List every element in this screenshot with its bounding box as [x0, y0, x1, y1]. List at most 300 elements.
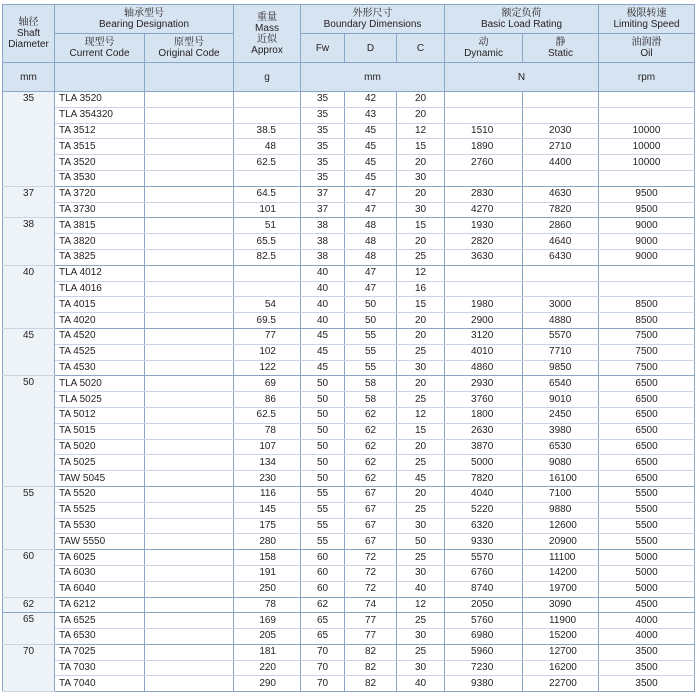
table-row — [3, 328, 695, 344]
mass-cell: 64.5 — [234, 186, 301, 202]
c-cell: 40 — [397, 676, 445, 692]
approx-header-en: Approx — [251, 44, 283, 56]
static-load-cell: 11100 — [523, 550, 599, 566]
mass-cell: 77 — [234, 328, 301, 344]
c-cell: 40 — [397, 581, 445, 597]
current-header-en: Current Code — [69, 48, 130, 59]
table-row — [3, 581, 695, 597]
oil-speed-cell: 7500 — [599, 328, 695, 344]
current-code-cell: TA 5015 — [55, 423, 145, 439]
table-row — [3, 249, 695, 265]
fw-cell: 70 — [301, 676, 345, 692]
current-code-cell: TA 5020 — [55, 439, 145, 455]
mass-cell: 205 — [234, 629, 301, 645]
d-cell: 77 — [345, 629, 397, 645]
original-code-cell — [145, 202, 234, 218]
table-row — [3, 660, 695, 676]
oil-speed-cell: 4500 — [599, 597, 695, 613]
current-code-cell: TA 3820 — [55, 234, 145, 250]
oil-speed-cell: 5500 — [599, 502, 695, 518]
fw-cell: 35 — [301, 107, 345, 123]
mass-cell: 78 — [234, 423, 301, 439]
fw-cell: 60 — [301, 565, 345, 581]
original-code-cell — [145, 265, 234, 281]
limiting-speed-header — [599, 5, 695, 34]
bearing-designation-header — [55, 5, 234, 34]
oil-speed-cell: 9500 — [599, 202, 695, 218]
table-row — [3, 234, 695, 250]
current-code-cell: TA 3512 — [55, 123, 145, 139]
d-cell: 67 — [345, 518, 397, 534]
static-load-cell: 15200 — [523, 629, 599, 645]
d-cell: 67 — [345, 486, 397, 502]
current-code-cell: TA 4020 — [55, 313, 145, 329]
current-code-cell: TA 6030 — [55, 565, 145, 581]
d-cell: 62 — [345, 471, 397, 487]
table-row — [3, 502, 695, 518]
static-load-cell: 9010 — [523, 392, 599, 408]
d-cell: 55 — [345, 328, 397, 344]
mass-cell: 220 — [234, 660, 301, 676]
original-code-cell — [145, 297, 234, 313]
current-code-cell: TA 5530 — [55, 518, 145, 534]
static-load-cell: 4880 — [523, 313, 599, 329]
static-load-cell — [523, 265, 599, 281]
table-row — [3, 613, 695, 629]
dynamic-load-cell — [445, 107, 523, 123]
c-cell: 20 — [397, 376, 445, 392]
current-code-cell: TA 3520 — [55, 155, 145, 171]
original-code-cell — [145, 392, 234, 408]
current-code-cell: TLA 5020 — [55, 376, 145, 392]
table-row — [3, 565, 695, 581]
c-cell: 15 — [397, 218, 445, 234]
current-code-cell: TLA 5025 — [55, 392, 145, 408]
dynamic-load-cell — [445, 265, 523, 281]
d-cell: 45 — [345, 123, 397, 139]
oil-speed-cell: 6500 — [599, 392, 695, 408]
static-load-cell: 7100 — [523, 486, 599, 502]
oil-speed-cell: 4000 — [599, 613, 695, 629]
d-cell: 45 — [345, 139, 397, 155]
current-code-cell: TLA 4016 — [55, 281, 145, 297]
dynamic-load-cell: 2050 — [445, 597, 523, 613]
table-row — [3, 392, 695, 408]
dynamic-load-cell — [445, 281, 523, 297]
c-cell: 15 — [397, 297, 445, 313]
d-cell: 82 — [345, 660, 397, 676]
oil-speed-cell: 6500 — [599, 376, 695, 392]
static-load-cell: 9850 — [523, 360, 599, 376]
c-cell: 25 — [397, 613, 445, 629]
c-cell: 20 — [397, 439, 445, 455]
fw-cell: 35 — [301, 123, 345, 139]
oil-speed-cell: 5000 — [599, 550, 695, 566]
fw-cell: 60 — [301, 550, 345, 566]
dynamic-load-cell: 5000 — [445, 455, 523, 471]
original-code-cell — [145, 534, 234, 550]
dynamic-load-cell: 7820 — [445, 471, 523, 487]
fw-cell: 37 — [301, 186, 345, 202]
mass-cell: 116 — [234, 486, 301, 502]
c-cell: 20 — [397, 486, 445, 502]
fw-cell: 37 — [301, 202, 345, 218]
mass-cell: 134 — [234, 455, 301, 471]
dynamic-load-cell: 9330 — [445, 534, 523, 550]
oil-speed-cell: 6500 — [599, 423, 695, 439]
table-row — [3, 518, 695, 534]
fw-cell: 55 — [301, 486, 345, 502]
oil-speed-cell: 9000 — [599, 218, 695, 234]
original-code-cell — [145, 234, 234, 250]
oil-speed-cell — [599, 92, 695, 108]
table-row — [3, 202, 695, 218]
d-cell: 62 — [345, 455, 397, 471]
c-cell: 25 — [397, 455, 445, 471]
mass-cell — [234, 107, 301, 123]
dynamic-load-cell: 1930 — [445, 218, 523, 234]
dynamic-load-cell: 5570 — [445, 550, 523, 566]
shaft-diameter-cell: 35 — [3, 92, 55, 187]
speed-header-cn: 极限转速 — [626, 8, 667, 19]
c-cell: 30 — [397, 629, 445, 645]
original-code-cell — [145, 423, 234, 439]
fw-cell: 40 — [301, 281, 345, 297]
static-load-cell: 6430 — [523, 249, 599, 265]
static-header-en: Static — [548, 48, 574, 59]
mass-cell: 51 — [234, 218, 301, 234]
dynamic-load-cell: 1890 — [445, 139, 523, 155]
mass-header — [234, 5, 301, 63]
fw-header: Fw — [301, 34, 345, 63]
d-cell: 50 — [345, 313, 397, 329]
bearing-spec-table-container — [2, 4, 694, 692]
c-cell: 15 — [397, 423, 445, 439]
mass-unit: g — [234, 63, 301, 92]
shaft-diameter-cell: 40 — [3, 265, 55, 328]
static-load-cell: 6540 — [523, 376, 599, 392]
original-code-cell — [145, 328, 234, 344]
current-code-cell: TA 3515 — [55, 139, 145, 155]
original-code-cell — [145, 376, 234, 392]
dynamic-load-cell: 4010 — [445, 344, 523, 360]
original-code-cell — [145, 281, 234, 297]
current-code-cell: TA 6212 — [55, 597, 145, 613]
shaft-diameter-header — [3, 5, 55, 63]
static-load-cell: 3090 — [523, 597, 599, 613]
table-row — [3, 629, 695, 645]
c-cell: 30 — [397, 660, 445, 676]
current-code-cell: TA 3815 — [55, 218, 145, 234]
dynamic-load-cell: 2760 — [445, 155, 523, 171]
c-cell: 30 — [397, 202, 445, 218]
mass-cell: 175 — [234, 518, 301, 534]
original-code-cell — [145, 565, 234, 581]
original-code-cell — [145, 676, 234, 692]
original-code-cell — [145, 502, 234, 518]
fw-cell: 45 — [301, 360, 345, 376]
static-load-cell: 20900 — [523, 534, 599, 550]
static-load-cell: 22700 — [523, 676, 599, 692]
c-cell: 50 — [397, 534, 445, 550]
boundary-header-en: Boundary Dimensions — [323, 19, 422, 30]
mass-cell: 78 — [234, 597, 301, 613]
oil-speed-cell: 7500 — [599, 360, 695, 376]
d-cell: 48 — [345, 249, 397, 265]
fw-cell: 50 — [301, 407, 345, 423]
original-header-en: Original Code — [158, 48, 220, 59]
oil-header-cn: 油润滑 — [631, 37, 662, 48]
current-code-cell: TA 4015 — [55, 297, 145, 313]
d-cell: 47 — [345, 186, 397, 202]
oil-speed-cell — [599, 170, 695, 186]
table-row — [3, 676, 695, 692]
fw-cell: 38 — [301, 249, 345, 265]
fw-cell: 55 — [301, 518, 345, 534]
fw-cell: 65 — [301, 629, 345, 645]
static-load-cell: 16200 — [523, 660, 599, 676]
oil-speed-cell — [599, 107, 695, 123]
table-row — [3, 123, 695, 139]
current-code-cell: TAW 5045 — [55, 471, 145, 487]
dynamic-header — [445, 34, 523, 63]
d-cell: 50 — [345, 297, 397, 313]
mass-cell: 102 — [234, 344, 301, 360]
mass-cell: 69.5 — [234, 313, 301, 329]
table-body — [3, 92, 695, 692]
d-cell: 45 — [345, 155, 397, 171]
fw-cell: 50 — [301, 423, 345, 439]
oil-speed-cell: 8500 — [599, 313, 695, 329]
mass-cell: 107 — [234, 439, 301, 455]
dynamic-load-cell: 3120 — [445, 328, 523, 344]
designation-header-cn: 轴承型号 — [124, 8, 164, 19]
fw-cell: 40 — [301, 265, 345, 281]
oil-speed-cell — [599, 281, 695, 297]
fw-cell: 40 — [301, 313, 345, 329]
fw-cell: 62 — [301, 597, 345, 613]
c-cell: 25 — [397, 550, 445, 566]
mass-cell: 122 — [234, 360, 301, 376]
dynamic-load-cell: 2830 — [445, 186, 523, 202]
current-code-header — [55, 34, 145, 63]
c-cell: 20 — [397, 155, 445, 171]
table-row — [3, 644, 695, 660]
mass-cell: 62.5 — [234, 407, 301, 423]
current-code-cell: TLA 3520 — [55, 92, 145, 108]
current-code-cell: TA 5520 — [55, 486, 145, 502]
oil-speed-cell: 5000 — [599, 565, 695, 581]
dynamic-load-cell: 5760 — [445, 613, 523, 629]
d-cell: 67 — [345, 502, 397, 518]
original-code-cell — [145, 581, 234, 597]
mass-header-en: Mass — [255, 22, 279, 34]
mass-cell: 158 — [234, 550, 301, 566]
static-load-cell: 3980 — [523, 423, 599, 439]
d-cell: 47 — [345, 202, 397, 218]
oil-speed-cell: 7500 — [599, 344, 695, 360]
table-row — [3, 439, 695, 455]
original-code-cell — [145, 218, 234, 234]
current-header-cn: 现型号 — [84, 37, 115, 48]
table-row — [3, 550, 695, 566]
table-row — [3, 281, 695, 297]
original-code-cell — [145, 155, 234, 171]
table-row — [3, 597, 695, 613]
shaft-diameter-cell: 37 — [3, 186, 55, 218]
c-cell: 20 — [397, 234, 445, 250]
mass-cell — [234, 170, 301, 186]
d-cell: 72 — [345, 550, 397, 566]
basic-load-rating-header — [445, 5, 599, 34]
shaft-diameter-cell: 60 — [3, 550, 55, 597]
table-row — [3, 423, 695, 439]
c-header: C — [397, 34, 445, 63]
dynamic-load-cell: 9380 — [445, 676, 523, 692]
fw-cell: 40 — [301, 297, 345, 313]
table-row — [3, 92, 695, 108]
units-row — [3, 63, 695, 92]
oil-speed-cell: 9000 — [599, 249, 695, 265]
d-cell: 55 — [345, 360, 397, 376]
mass-cell: 101 — [234, 202, 301, 218]
mass-cell — [234, 92, 301, 108]
original-code-cell — [145, 407, 234, 423]
static-load-cell: 2860 — [523, 218, 599, 234]
original-code-cell — [145, 629, 234, 645]
dynamic-load-cell: 2900 — [445, 313, 523, 329]
mass-header-cn: 重量 — [257, 11, 277, 23]
dynamic-load-cell: 4860 — [445, 360, 523, 376]
d-cell: 82 — [345, 644, 397, 660]
static-load-cell — [523, 281, 599, 297]
d-cell: 58 — [345, 376, 397, 392]
c-cell: 25 — [397, 392, 445, 408]
original-code-cell — [145, 597, 234, 613]
d-cell: 72 — [345, 581, 397, 597]
speed-header-en: Limiting Speed — [613, 19, 680, 30]
shaft-header-cn: 轴径 — [18, 17, 39, 28]
mass-cell — [234, 265, 301, 281]
fw-cell: 50 — [301, 455, 345, 471]
original-code-cell — [145, 471, 234, 487]
static-load-cell — [523, 170, 599, 186]
current-code-cell: TA 5025 — [55, 455, 145, 471]
current-code-cell: TA 3730 — [55, 202, 145, 218]
static-load-cell: 2030 — [523, 123, 599, 139]
fw-cell: 50 — [301, 392, 345, 408]
d-cell: 43 — [345, 107, 397, 123]
oil-speed-cell: 9500 — [599, 186, 695, 202]
static-load-cell — [523, 107, 599, 123]
original-code-header — [145, 34, 234, 63]
oil-header-en: Oil — [640, 48, 653, 59]
d-cell: 74 — [345, 597, 397, 613]
d-cell: 62 — [345, 423, 397, 439]
original-code-cell — [145, 107, 234, 123]
static-load-cell: 7710 — [523, 344, 599, 360]
table-row — [3, 170, 695, 186]
fw-cell: 35 — [301, 92, 345, 108]
static-load-cell — [523, 92, 599, 108]
original-code-cell — [145, 613, 234, 629]
static-load-cell: 4640 — [523, 234, 599, 250]
current-code-cell: TLA 4012 — [55, 265, 145, 281]
d-header: D — [345, 34, 397, 63]
original-code-cell — [145, 123, 234, 139]
fw-cell: 45 — [301, 344, 345, 360]
table-header — [3, 5, 695, 92]
dynamic-load-cell: 1510 — [445, 123, 523, 139]
c-cell: 12 — [397, 407, 445, 423]
d-cell: 72 — [345, 565, 397, 581]
table-row — [3, 455, 695, 471]
original-code-cell — [145, 139, 234, 155]
current-code-cell: TA 6025 — [55, 550, 145, 566]
original-code-cell — [145, 92, 234, 108]
c-cell: 16 — [397, 281, 445, 297]
table-row — [3, 534, 695, 550]
d-cell: 67 — [345, 534, 397, 550]
original-code-unit — [145, 63, 234, 92]
fw-cell: 65 — [301, 613, 345, 629]
table-row — [3, 218, 695, 234]
original-code-cell — [145, 455, 234, 471]
fw-cell: 70 — [301, 644, 345, 660]
oil-speed-cell: 10000 — [599, 139, 695, 155]
c-cell: 12 — [397, 123, 445, 139]
dims-unit: mm — [301, 63, 445, 92]
current-code-cell: TA 5525 — [55, 502, 145, 518]
oil-speed-cell — [599, 265, 695, 281]
dynamic-load-cell: 4270 — [445, 202, 523, 218]
mass-cell: 86 — [234, 392, 301, 408]
c-cell: 12 — [397, 597, 445, 613]
static-load-cell: 4400 — [523, 155, 599, 171]
shaft-diameter-cell: 62 — [3, 597, 55, 613]
current-code-cell: TAW 5550 — [55, 534, 145, 550]
d-cell: 62 — [345, 407, 397, 423]
designation-header-en: Bearing Designation — [98, 19, 190, 30]
mass-cell: 191 — [234, 565, 301, 581]
dynamic-load-cell: 1980 — [445, 297, 523, 313]
table-row — [3, 107, 695, 123]
current-code-cell: TA 7040 — [55, 676, 145, 692]
table-row — [3, 360, 695, 376]
c-cell: 15 — [397, 139, 445, 155]
current-code-cell: TA 4525 — [55, 344, 145, 360]
original-code-cell — [145, 249, 234, 265]
table-row — [3, 265, 695, 281]
oil-speed-cell: 6500 — [599, 439, 695, 455]
original-code-cell — [145, 660, 234, 676]
oil-header — [599, 34, 695, 63]
table-row — [3, 297, 695, 313]
oil-speed-cell: 5000 — [599, 581, 695, 597]
d-cell: 82 — [345, 676, 397, 692]
current-code-cell: TLA 354320 — [55, 107, 145, 123]
static-load-cell: 12600 — [523, 518, 599, 534]
load-header-en: Basic Load Rating — [480, 19, 563, 30]
dynamic-load-cell: 8740 — [445, 581, 523, 597]
oil-speed-cell: 5500 — [599, 486, 695, 502]
bearing-spec-table — [2, 4, 695, 692]
c-cell: 25 — [397, 644, 445, 660]
dynamic-load-cell — [445, 92, 523, 108]
dynamic-load-cell: 6320 — [445, 518, 523, 534]
oil-speed-cell: 8500 — [599, 297, 695, 313]
fw-cell: 45 — [301, 328, 345, 344]
